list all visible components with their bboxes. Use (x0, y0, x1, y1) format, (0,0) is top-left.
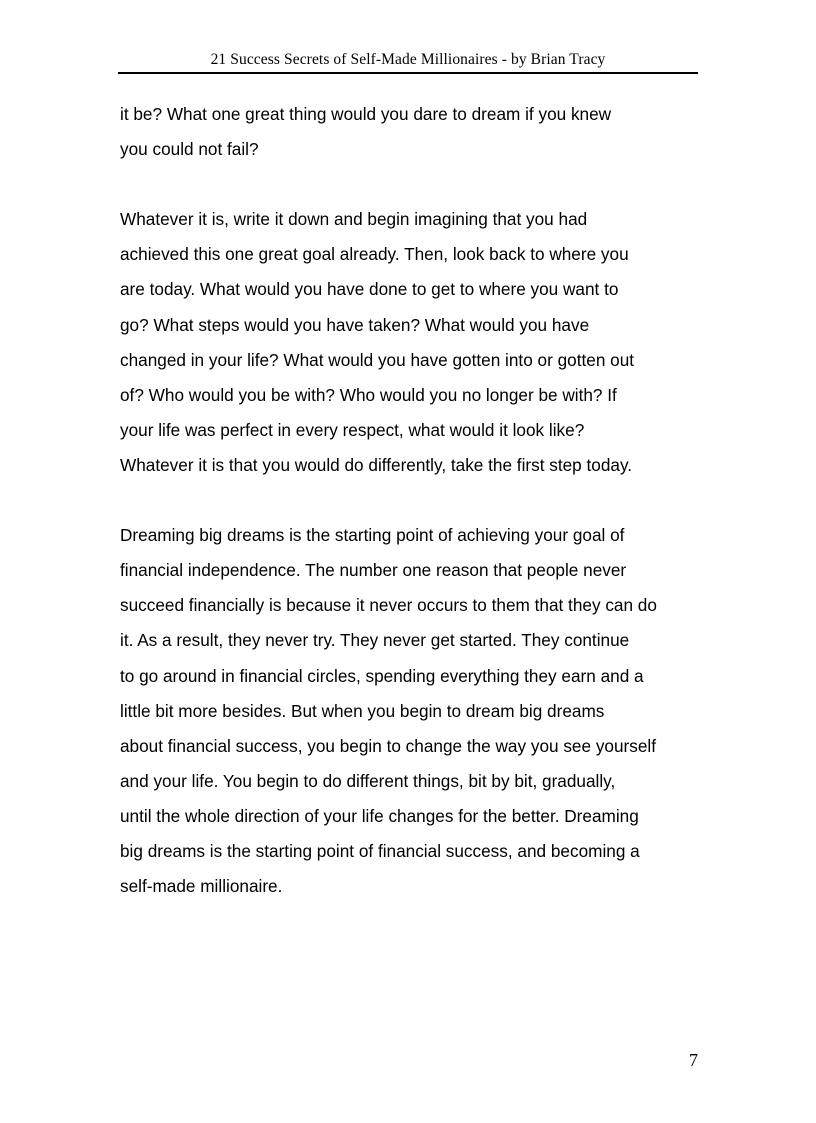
paragraph-2-line: changed in your life? What would you have gotten into or gotten out (120, 349, 635, 370)
paragraph-3-line: and your life. You begin to do different things, bit by bit, gradually, (120, 770, 616, 791)
paragraph-3-line: until the whole direction of your life changes for the better. Dreaming (120, 805, 639, 826)
paragraph-3-line: about financial success, you begin to change the way you see yourself (120, 735, 657, 756)
paragraph-3-line: succeed financially is because it never occurs to them that they can do (120, 595, 657, 616)
paragraph-3-line: it. As a result, they never try. They never get started. They continue (120, 630, 630, 651)
paragraph-2-line: achieved this one great goal already. Then, look back to where you (120, 244, 629, 265)
paragraph-3-line: to go around in financial circles, spending everything they earn and a (120, 665, 644, 686)
paragraph-2-line: Whatever it is that you would do differently, take the first step today. (120, 454, 633, 475)
page-body (120, 97, 720, 904)
paragraph-2-line: your life was perfect in every respect, what would it look like? (120, 419, 585, 440)
paragraph-3-line: little bit more besides. But when you begin to dream big dreams (120, 700, 605, 721)
paragraph-3-line: big dreams is the starting point of financial success, and becoming a (120, 840, 640, 861)
running-header: 21 Success Secrets of Self-Made Millionaires - by Brian Tracy (210, 51, 606, 68)
paragraph-2-line: of? Who would you be with? Who would you no longer be with? If (120, 384, 617, 405)
paragraph-gap (120, 167, 720, 202)
paragraph-1-line: you could not fail? (120, 139, 259, 160)
paragraph-2-line: go? What steps would you have taken? What would you have (120, 314, 590, 335)
paragraph-2-line: Whatever it is, write it down and begin imagining that you had (120, 209, 588, 230)
paragraph-3-line: Dreaming big dreams is the starting point of achieving your goal of (120, 525, 625, 546)
paragraph-gap (120, 483, 720, 518)
header-rule (118, 72, 698, 74)
page-number: 7 (689, 1050, 698, 1070)
paragraph-3-line: financial independence. The number one reason that people never (120, 560, 627, 581)
paragraph-1-line: it be? What one great thing would you dare to dream if you knew (120, 104, 612, 124)
paragraph-3-line: self-made millionaire. (120, 876, 283, 897)
paragraph-2-line: are today. What would you have done to get to where you want to (120, 279, 619, 300)
